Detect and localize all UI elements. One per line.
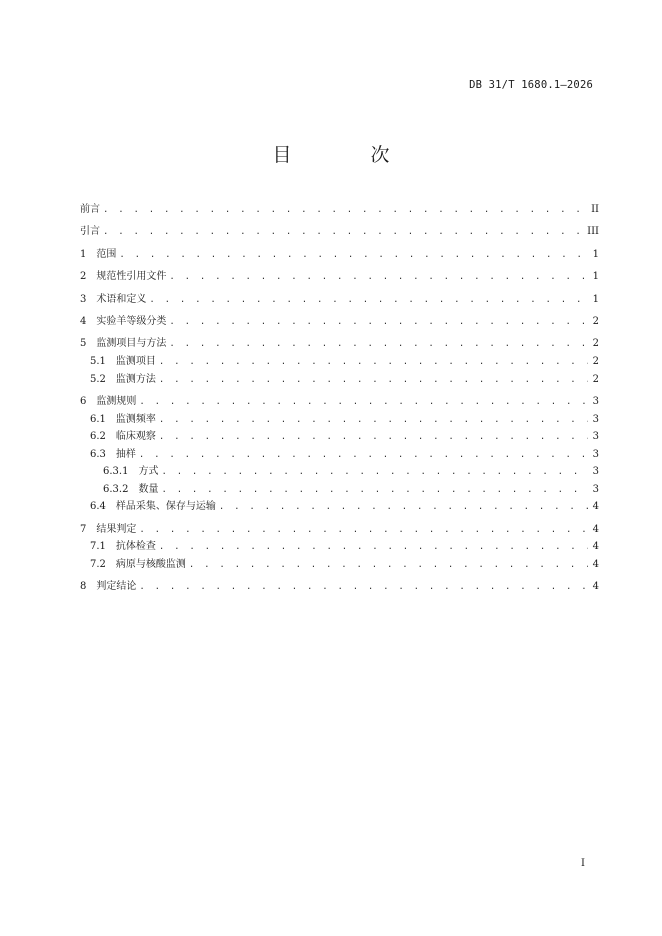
toc-entry-label: 结果判定 [96, 523, 137, 535]
toc-entry-number: 7.1 [90, 541, 106, 553]
toc-dot-leader [139, 397, 588, 407]
toc-entry[interactable] [80, 352, 599, 370]
toc-entry-page: 4 [592, 523, 599, 535]
toc-entry-number: 5.2 [90, 373, 106, 385]
toc-entry-label: 病原与核酸监测 [115, 559, 186, 571]
toc-entry-number: 1 [80, 248, 87, 260]
toc-entry-page: 3 [592, 413, 599, 425]
toc-entry-label: 样品采集、保存与运输 [115, 501, 216, 513]
toc-dot-leader [159, 357, 588, 367]
toc-entry-label: 范围 [96, 248, 117, 260]
toc-entry-label: 监测规则 [96, 395, 137, 407]
toc-dot-leader [159, 432, 588, 442]
toc-entry[interactable] [80, 200, 599, 218]
toc-entry-label: 方式 [138, 466, 159, 478]
toc-entry[interactable] [80, 290, 599, 308]
toc-entry[interactable] [80, 267, 599, 285]
toc-dot-leader [103, 227, 584, 237]
toc-entry-label: 术语和定义 [96, 293, 147, 305]
toc-entry-page: 2 [592, 315, 599, 327]
toc-entry-number: 3 [80, 293, 87, 305]
toc-entry-number: 2 [80, 271, 87, 283]
toc-entry-page: 3 [592, 483, 599, 495]
toc-entry-label: 监测项目 [115, 355, 156, 367]
toc-entry-page: 4 [592, 581, 599, 593]
toc-entry[interactable] [80, 462, 599, 480]
toc-entry-page: 4 [592, 559, 599, 571]
toc-entry-label: 监测项目与方法 [96, 338, 167, 350]
toc-entry-number: 6.3.1 [103, 466, 129, 478]
toc-entry-page: 3 [592, 466, 599, 478]
toc-dot-leader [149, 295, 588, 305]
toc-entry[interactable] [80, 222, 599, 240]
toc-entry-page: 4 [592, 501, 599, 513]
toc-entry-number: 7 [80, 523, 87, 535]
toc-dot-leader [169, 339, 588, 349]
toc-entry-number: 5.1 [90, 355, 106, 367]
toc-entry-label: 临床观察 [115, 431, 156, 443]
toc-entry-page: 1 [592, 248, 599, 260]
toc-dot-leader [159, 375, 588, 385]
toc-entry-label: 前言 [80, 204, 100, 215]
toc-entry-number: 6.3 [90, 448, 106, 460]
toc-entry-number: 8 [80, 581, 87, 593]
table-of-contents [80, 200, 599, 595]
toc-entry[interactable] [80, 445, 599, 463]
toc-entry-page: 3 [592, 431, 599, 443]
toc-dot-leader [139, 450, 588, 460]
toc-entry-label: 实验羊等级分类 [96, 315, 167, 327]
toc-entry-page: 2 [592, 373, 599, 385]
toc-entry-page: II [591, 204, 599, 215]
toc-dot-leader [139, 525, 588, 535]
toc-dot-leader [161, 485, 588, 495]
toc-entry-number: 6.1 [90, 413, 106, 425]
toc-dot-leader [139, 582, 588, 592]
toc-entry[interactable] [80, 245, 599, 263]
toc-dot-leader [159, 415, 588, 425]
toc-entry[interactable] [80, 555, 599, 573]
toc-entry-number: 6.3.2 [103, 483, 129, 495]
toc-entry[interactable] [80, 480, 599, 498]
toc-entry-page: 1 [592, 271, 599, 283]
toc-entry[interactable] [80, 312, 599, 330]
toc-entry[interactable] [80, 520, 599, 538]
toc-entry-number: 5 [80, 338, 87, 350]
toc-dot-leader [103, 205, 588, 215]
toc-entry[interactable] [80, 392, 599, 410]
toc-entry-label: 监测频率 [115, 413, 156, 425]
toc-entry[interactable] [80, 410, 599, 428]
toc-entry-page: 3 [592, 448, 599, 460]
toc-entry-page: 4 [592, 541, 599, 553]
toc-entry-number: 6.4 [90, 501, 106, 513]
toc-entry-label: 规范性引用文件 [96, 271, 167, 283]
page-number: I [581, 858, 585, 869]
toc-dot-leader [119, 250, 588, 260]
toc-entry-number: 6.2 [90, 431, 106, 443]
document-id: DB 31/T 1680.1—2026 [469, 79, 593, 91]
toc-dot-leader [169, 272, 588, 282]
toc-entry[interactable] [80, 334, 599, 352]
toc-entry-page: 2 [592, 338, 599, 350]
toc-dot-leader [159, 542, 588, 552]
toc-entry-page: III [587, 226, 599, 238]
toc-dot-leader [161, 467, 588, 477]
toc-entry-number: 6 [80, 395, 87, 407]
toc-entry-page: 3 [592, 395, 599, 407]
toc-dot-leader [169, 317, 588, 327]
toc-entry-label: 数量 [138, 483, 159, 495]
toc-entry[interactable] [80, 497, 599, 515]
toc-entry-label: 抗体检查 [115, 541, 156, 553]
toc-entry[interactable] [80, 427, 599, 445]
toc-entry-label: 引言 [80, 226, 100, 238]
toc-entry-label: 监测方法 [115, 373, 156, 385]
toc-dot-leader [219, 502, 588, 512]
toc-entry[interactable] [80, 577, 599, 595]
page-title: 目 次 [272, 144, 420, 166]
toc-entry-page: 1 [592, 293, 599, 305]
toc-entry[interactable] [80, 370, 599, 388]
toc-entry-number: 4 [80, 315, 87, 327]
toc-entry-label: 抽样 [115, 448, 136, 460]
toc-entry-number: 7.2 [90, 559, 106, 571]
toc-entry-label: 判定结论 [96, 581, 137, 593]
toc-dot-leader [189, 560, 588, 570]
toc-entry-page: 2 [592, 355, 599, 367]
toc-entry[interactable] [80, 537, 599, 555]
